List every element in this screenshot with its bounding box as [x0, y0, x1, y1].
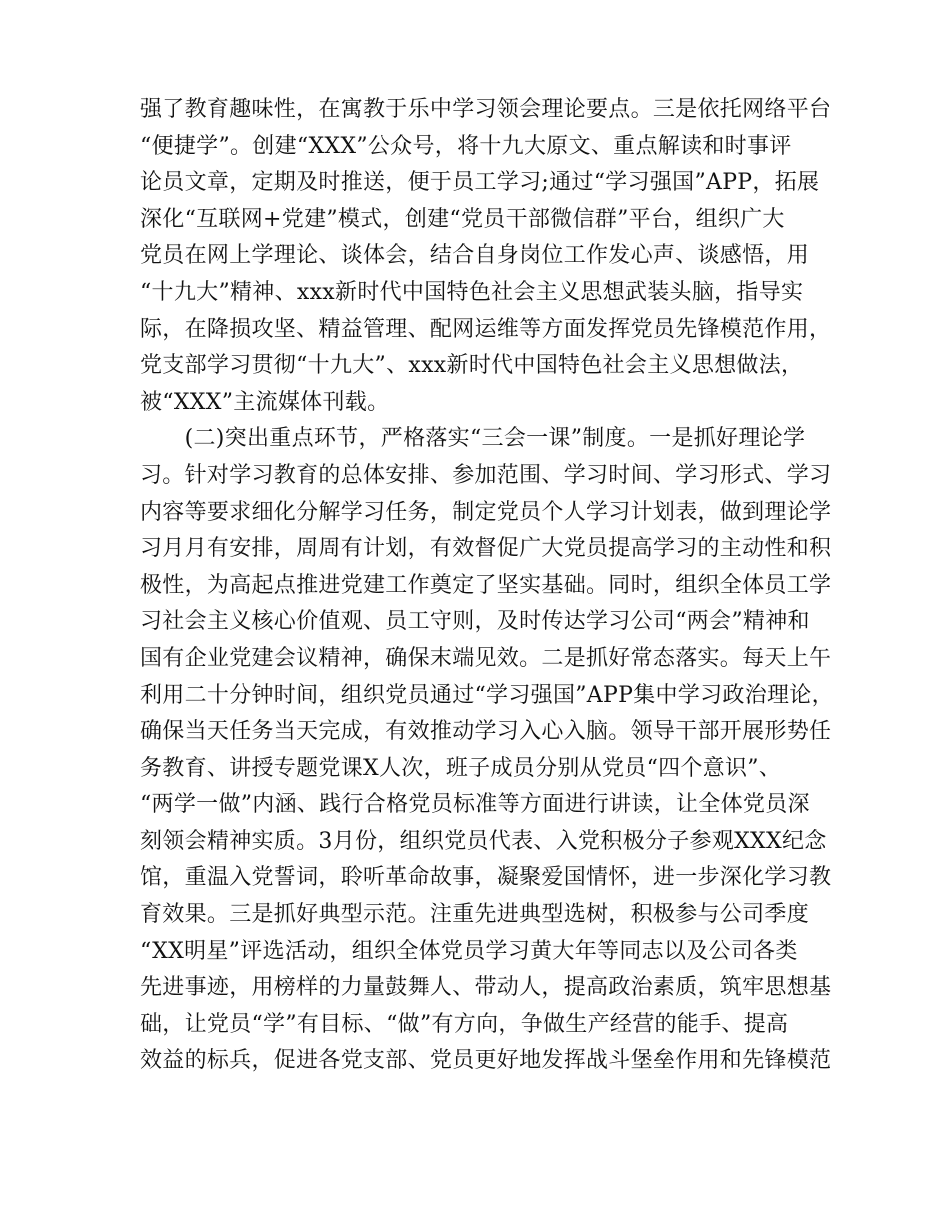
text-line: 习。针对学习教育的总体安排、参加范围、学习时间、学习形式、学习 [140, 462, 832, 488]
text-line: 论员文章，定期及时推送，便于员工学习;通过“学习强国”APP，拓展 [140, 170, 820, 196]
text-line: 国有企业党建会议精神，确保末端见效。二是抓好常态落实。每天上午 [140, 645, 832, 671]
text-line: 际，在降损攻坚、精益管理、配网运维等方面发挥党员先锋模范作用， [140, 316, 832, 342]
text-line: 习社会主义核心价值观、员工守则，及时传达学习公司“两会”精神和 [140, 609, 810, 635]
text-line: 先进事迹，用榜样的力量鼓舞人、带动人，提高政治素质，筑牢思想基 [140, 975, 832, 1001]
text-line: 习月月有安排，周周有计划，有效督促广大党员提高学习的主动性和积 [140, 536, 832, 562]
text-line: 极性，为高起点推进党建工作奠定了坚实基础。同时，组织全体员工学 [140, 572, 832, 598]
text-line: 确保当天任务当天完成，有效推动学习入心入脑。领导干部开展形势任 [140, 719, 832, 745]
text-line: 党员在网上学理论、谈体会，结合自身岗位工作发心声、谈感悟，用 [140, 243, 810, 269]
text-line: “XX明星”评选活动，组织全体党员学习黄大年等同志以及公司各类 [140, 938, 798, 964]
text-line: “十九大”精神、xxx新时代中国特色社会主义思想武装头脑，指导实 [140, 279, 804, 305]
text-line: 内容等要求细化分解学习任务，制定党员个人学习计划表，做到理论学 [140, 499, 832, 525]
text-line: 利用二十分钟时间，组织党员通过“学习强国”APP集中学习政治理论， [140, 682, 834, 708]
text-line: 础，让党员“学”有目标、“做”有方向，争做生产经营的能手、提高 [140, 1011, 789, 1037]
text-line: 强了教育趣味性，在寓教于乐中学习领会理论要点。三是依托网络平台 [140, 97, 832, 122]
document-body [140, 92, 834, 1080]
paragraph-start-line: (二)突出重点环节，严格落实“三会一课”制度。一是抓好理论学 [140, 426, 806, 452]
text-line: 育效果。三是抓好典型示范。注重先进典型选树，积极参与公司季度 [140, 902, 810, 928]
text-line: 馆，重温入党誓词，聆听革命故事，凝聚爱国情怀，进一步深化学习教 [140, 865, 832, 891]
text-line: 刻领会精神实质。3月份，组织党员代表、入党积极分子参观XXX纪念 [140, 828, 827, 854]
text-line: “两学一做”内涵、践行合格党员标准等方面进行讲读，让全体党员深 [140, 792, 810, 818]
text-line: 被“XXX”主流媒体刊载。 [140, 389, 390, 415]
text-line: 务教育、讲授专题党课X人次，班子成员分别从党员“四个意识”、 [140, 755, 782, 781]
text-line: 党支部学习贯彻“十九大”、xxx新时代中国特色社会主义思想做法， [140, 353, 804, 379]
text-line: “便捷学”。创建“XXX”公众号，将十九大原文、重点解读和时事评 [140, 133, 792, 159]
text-line: 深化“互联网+党建”模式，创建“党员干部微信群”平台，组织广大 [140, 206, 785, 232]
text-line: 效益的标兵，促进各党支部、党员更好地发挥战斗堡垒作用和先锋模范 [140, 1048, 832, 1074]
